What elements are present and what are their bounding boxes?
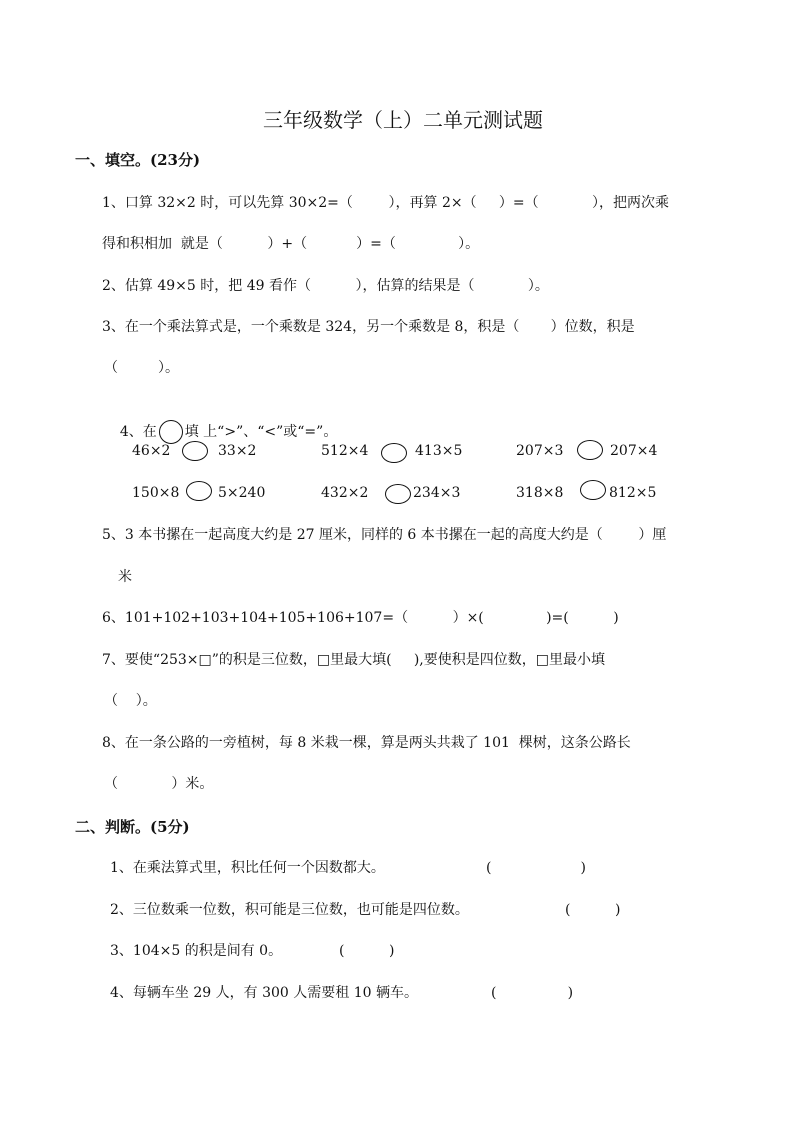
comparison-circle-icon[interactable] bbox=[385, 484, 411, 504]
comparison-circle-icon[interactable] bbox=[186, 481, 212, 501]
question-8-line-2: （ ）米。 bbox=[104, 776, 214, 792]
question-3-line-1: 3、在一个乘法算式是，一个乘数是 324，另一个乘数是 8，积是（ ）位数，积是 bbox=[102, 319, 635, 335]
compare-right: 413×5 bbox=[415, 443, 463, 459]
judge-answer-paren[interactable]: ( ) bbox=[339, 943, 395, 959]
comparison-circle-icon[interactable] bbox=[182, 441, 208, 461]
question-8-line-1: 8、在一条公路的一旁植树，每 8 米栽一棵，算是两头共栽了 101 棵树，这条公路长 bbox=[102, 735, 631, 751]
compare-left: 207×3 bbox=[516, 443, 564, 459]
compare-right: 234×3 bbox=[413, 485, 461, 501]
section-heading-judge: 二、判断。(5分) bbox=[75, 818, 190, 836]
question-3-line-2: （ ）。 bbox=[104, 360, 180, 376]
judge-item-text: 4、每辆车坐 29 人，有 300 人需要租 10 辆车。 bbox=[110, 985, 418, 1001]
comparison-circle-icon[interactable] bbox=[577, 440, 603, 460]
question-4 bbox=[102, 400, 338, 440]
judge-item-text: 1、在乘法算式里，积比任何一个因数都大。 bbox=[110, 860, 385, 876]
compare-right: 5×240 bbox=[218, 485, 266, 501]
question-7-line-2: （ ）。 bbox=[104, 693, 157, 709]
question-1-line-2: 得和积相加 就是（ ）+（ ）=（ ）。 bbox=[102, 236, 480, 252]
compare-right: 207×4 bbox=[610, 443, 658, 459]
question-4-prefix: 4、在 bbox=[119, 424, 157, 440]
compare-right: 33×2 bbox=[218, 443, 257, 459]
compare-left: 432×2 bbox=[321, 485, 369, 501]
judge-answer-paren[interactable]: ( ) bbox=[491, 985, 574, 1001]
judge-item-text: 3、104×5 的积是间有 0。 bbox=[110, 943, 283, 959]
comparison-circle-icon[interactable] bbox=[381, 443, 407, 463]
question-5-line-1: 5、3 本书摞在一起高度大约是 27 厘米，同样的 6 本书摞在一起的高度大约是（ ）厘 bbox=[102, 527, 667, 543]
compare-right: 812×5 bbox=[609, 485, 657, 501]
question-6: 6、101+102+103+104+105+106+107=（ ）×( )=( ) bbox=[102, 610, 619, 626]
question-2: 2、估算 49×5 时，把 49 看作（ ），估算的结果是（ ）。 bbox=[102, 278, 549, 294]
comparison-circle-icon[interactable] bbox=[580, 480, 606, 500]
question-4-suffix: 填 上“>”、“<”或“=”。 bbox=[184, 424, 338, 440]
page-title: 三年级数学（上）二单元测试题 bbox=[263, 108, 543, 132]
section-heading-fill: 一、填空。(23分) bbox=[75, 151, 201, 169]
compare-left: 318×8 bbox=[516, 485, 564, 501]
question-1-line-1: 1、口算 32×2 时，可以先算 30×2=（ ），再算 2×（ ）=（ ），把两次乘 bbox=[102, 195, 669, 211]
judge-answer-paren[interactable]: ( ) bbox=[486, 860, 586, 876]
question-5-line-2: 米 bbox=[118, 569, 132, 585]
judge-item-text: 2、三位数乘一位数，积可能是三位数，也可能是四位数。 bbox=[110, 902, 469, 918]
question-7-line-1: 7、要使“253×□”的积是三位数，□里最大填( ),要使积是四位数，□里最小填 bbox=[102, 652, 605, 668]
judge-answer-paren[interactable]: ( ) bbox=[565, 902, 621, 918]
compare-left: 150×8 bbox=[132, 485, 180, 501]
compare-left: 512×4 bbox=[321, 443, 369, 459]
compare-left: 46×2 bbox=[132, 443, 171, 459]
